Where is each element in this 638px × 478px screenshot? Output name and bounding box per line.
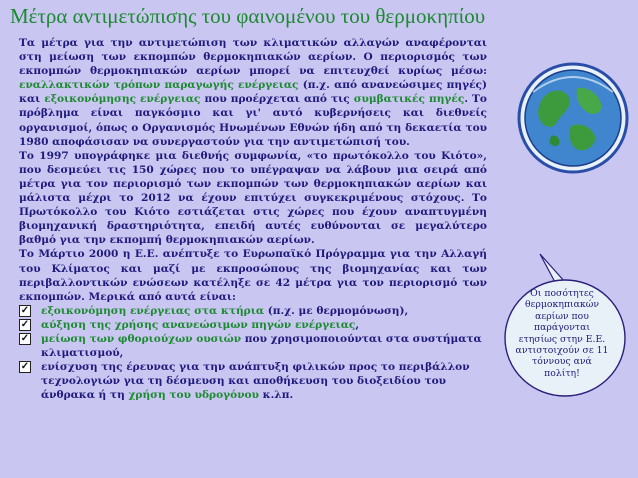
text-run: εξοικονόμηση ενέργειας στα κτήρια <box>41 304 264 317</box>
list-item <box>19 360 487 402</box>
text-run: που χρησιμοποιούνται στα συστήματα κλιματισμού, <box>41 332 482 360</box>
text-run: (π.χ. με θερμομόνωση), <box>264 304 409 317</box>
page-title: Μέτρα αντιμετώπισης του φαινομένου του θερμοκηπίου <box>10 4 486 28</box>
text-run: ενίσχυση της έρευνας για την ανάπτυξη φιλικών προς το περιβάλλον τεχνολογιών για τη δέσμευση και αποθήκευση του διοξειδίου του άνθρακα ή τη <box>41 361 470 402</box>
paragraph-kyoto: Το 1997 υπογράφηκε μια διεθνής συμφωνία, «το πρωτόκολλο του Κιότο», που δεσμεύει τις 150 χώρες που το υπέγραψαν να λάβουν μια σειρά από μέτρα για τον περιορισμό των εκπομπών των θερμοκηπιακών αερίων και μάλιστα μέχρι το 2012 να έχουν επιτύχει συγκεκριμένους στόχους. Το Πρωτόκολλο του Κιότο εστιάζεται στις χώρες που έχουν αναπτυγμένη βιομηχανική δραστηριότητα, επειδή αυτές ευθύνονται σε μεγαλύτερο βαθμό για την εκπομπή θερμοκηπιακών αερίων. <box>19 149 487 247</box>
highlight-alt-energy: εναλλακτικών τρόπων παραγωγής ενέργειας <box>19 79 299 92</box>
checkbox-icon: ✓ <box>20 318 30 330</box>
list-item <box>19 304 487 318</box>
text-run: χρήση του υδρογόνου <box>128 389 259 402</box>
text-run: Τα μέτρα για την αντιμετώπιση των κλιματικών αλλαγών αναφέρονται στη μείωση των εκπομπών θερμοκηπιακών αερίων. Ο περιορισμός των εκπομπών θερμοκηπιακών αερίων μπορεί να επιτευχθεί κυρίως μέσω: <box>19 37 487 78</box>
list-item <box>19 318 487 332</box>
main-text <box>19 36 487 402</box>
highlight-energy-saving: εξοικονόμησης ενέργειας <box>44 93 201 106</box>
earth-greenhouse-icon <box>513 58 633 178</box>
bubble-fact-text: Οι ποσότητες θερμοκηπιακών αερίων που παράγονται ετησίως στην Ε.Ε. αντιστοιχούν σε 11 τόννους ανά πολίτη! <box>515 288 609 379</box>
measures-list <box>19 304 487 403</box>
text-run: αύξηση της χρήσης ανανεώσιμων πηγών ενέργειας <box>41 318 356 331</box>
text-run: που προέρχεται από τις <box>200 93 354 106</box>
text-run: , <box>355 318 360 331</box>
list-item <box>19 332 487 360</box>
paragraph-eu: Το Μάρτιο 2000 η Ε.Ε. ανέπτυξε το Ευρωπαϊκό Πρόγραμμα για την Αλλαγή του Κλίματος και μαζί με εκπροσώπους της βιομηχανίας και των περιβαλλοντικών ενώσεων κατέληξε σε 42 μέτρα για τον περιορισμό των εκπομπών. Μερικά από αυτά είναι: <box>19 248 487 303</box>
text-run: . Το πρόβλημα είναι παγκόσμιο και γι' αυτό κυβερνήσεις και διεθνείς οργανισμοί, όπως ο Οργανισμός Ηνωμένων Εθνών ήδη από τη δεκαετία του 1980 αποφάσισαν να συνεργαστούν για την αντιμετώπισή του. <box>19 93 487 148</box>
text-run: μείωση των φθοριούχων ουσιών <box>41 332 242 345</box>
text-run: κ.λπ. <box>258 389 294 402</box>
text-run: (π.χ. από ανανεώσιμες πηγές) και <box>19 79 487 106</box>
checkbox-icon: ✓ <box>20 332 30 344</box>
checkbox-icon: ✓ <box>20 304 30 316</box>
highlight-conventional-sources: συμβατικές πηγές <box>353 93 465 106</box>
paragraph-intro <box>19 36 487 149</box>
checkbox-icon: ✓ <box>20 361 30 373</box>
